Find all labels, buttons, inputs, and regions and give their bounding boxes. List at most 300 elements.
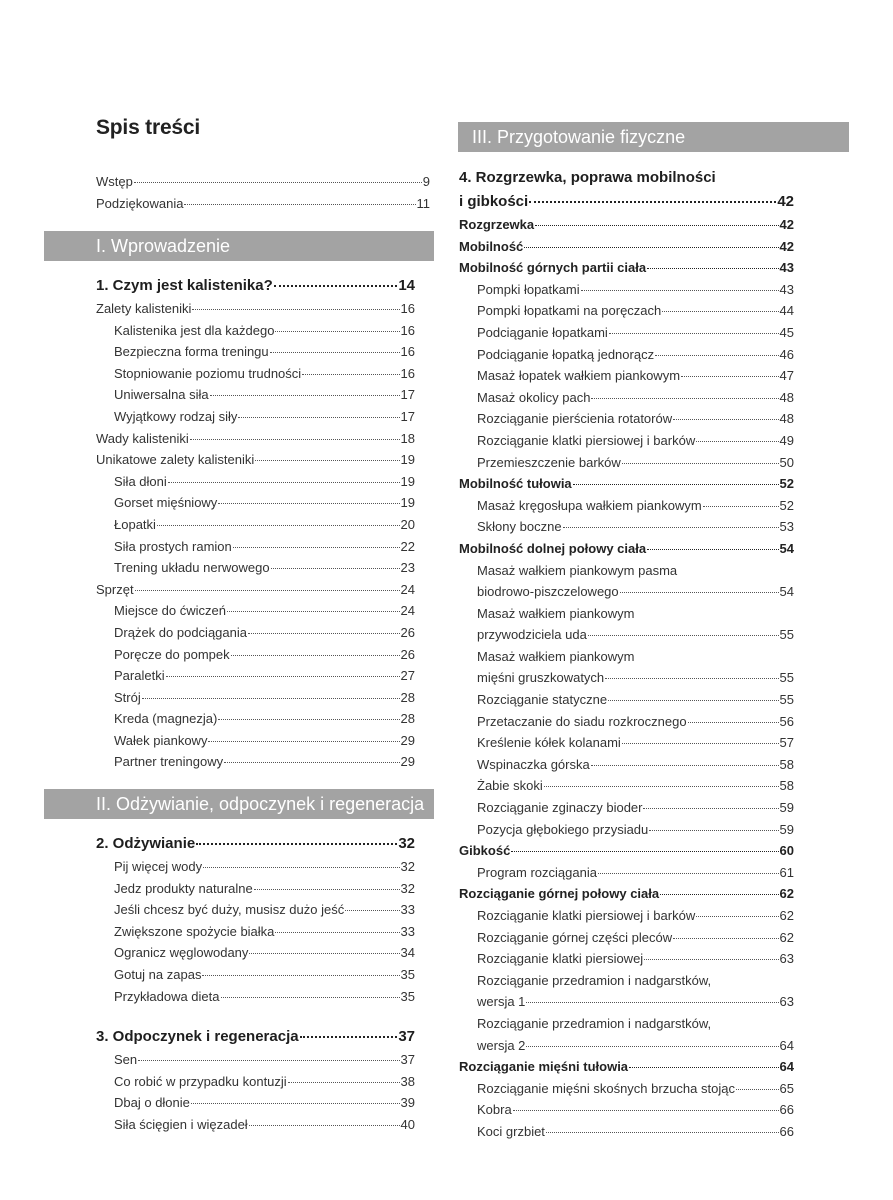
toc-entry-page: 62	[779, 929, 794, 945]
toc-entry-label: Siła prostych ramion	[114, 538, 232, 554]
toc-entry[interactable]	[96, 856, 415, 878]
toc-entry[interactable]	[96, 579, 415, 601]
toc-entry-label: Łopatki	[114, 516, 156, 532]
toc-entry[interactable]	[96, 557, 415, 579]
dot-leader	[620, 592, 779, 593]
toc-entry-label: Kobra	[477, 1102, 512, 1118]
toc-entry-page: 42	[777, 193, 794, 210]
toc-entry[interactable]	[459, 970, 794, 992]
toc-entry[interactable]	[459, 560, 794, 582]
toc-entry-page: 38	[400, 1073, 415, 1089]
dot-leader	[254, 889, 400, 890]
toc-entry-page: 35	[400, 966, 415, 982]
toc-entry-page: 49	[779, 432, 794, 448]
toc-entry-label: Kreślenie kółek kolanami	[477, 735, 621, 751]
toc-entry[interactable]	[96, 1071, 415, 1093]
toc-entry[interactable]	[96, 644, 415, 666]
dot-leader	[535, 225, 778, 226]
toc-entry-page: 43	[779, 260, 794, 276]
toc-entry[interactable]	[459, 1078, 794, 1100]
toc-entry[interactable]	[459, 689, 794, 711]
toc-entry[interactable]	[459, 365, 794, 387]
toc-entry[interactable]	[96, 536, 415, 558]
dot-leader	[581, 290, 779, 291]
toc-entry-page: 17	[400, 408, 415, 424]
dot-leader	[300, 1036, 398, 1038]
toc-entry-label: Kreda (magnezja)	[114, 711, 218, 727]
part1-toc	[96, 274, 415, 773]
toc-entry-label: 1. Czym jest kalistenika?	[96, 277, 273, 294]
toc-entry-page: 58	[779, 756, 794, 772]
dot-leader	[629, 1067, 778, 1068]
toc-entry[interactable]	[96, 964, 415, 986]
toc-entry-page: 22	[400, 538, 415, 554]
toc-entry-label: Poręcze do pompek	[114, 646, 230, 662]
toc-entry-page: 59	[779, 800, 794, 816]
page-title: Spis treści	[96, 116, 201, 139]
toc-entry-page: 34	[400, 945, 415, 961]
toc-entry-page: 46	[779, 346, 794, 362]
toc-entry[interactable]	[459, 624, 794, 646]
toc-entry-label: Masaż wałkiem piankowym	[477, 605, 635, 621]
dot-leader	[135, 590, 400, 591]
toc-entry-label: Mobilność dolnej połowy ciała	[459, 540, 647, 556]
toc-entry-page: 16	[400, 301, 415, 316]
toc-entry[interactable]	[459, 603, 794, 625]
toc-entry-page: 47	[779, 368, 794, 384]
toc-entry-label: Zwiększone spożycie białka	[114, 923, 275, 939]
toc-entry[interactable]	[96, 899, 415, 921]
toc-entry-label: Rozciąganie mięśni skośnych brzucha stojąc	[477, 1080, 735, 1096]
toc-entry-page: 26	[400, 624, 415, 640]
part-header-3: III. Przygotowanie fizyczne	[458, 122, 849, 152]
toc-entry[interactable]	[459, 1056, 794, 1078]
toc-entry-label: Rozciąganie statyczne	[477, 692, 608, 708]
toc-entry-label: Żabie skoki	[477, 778, 543, 794]
toc-entry-page: 48	[779, 389, 794, 405]
toc-entry-label: Rozgrzewka	[459, 217, 535, 232]
toc-entry[interactable]	[96, 298, 415, 320]
toc-entry[interactable]	[459, 905, 794, 927]
toc-entry-label: Rozciąganie klatki piersiowej i barków	[477, 908, 696, 923]
toc-entry-label: Przetaczanie do siadu rozkrocznego	[477, 713, 687, 729]
toc-entry[interactable]	[459, 797, 794, 819]
toc-entry[interactable]	[459, 775, 794, 797]
toc-entry-label: Wałek piankowy	[114, 732, 208, 748]
dot-leader	[249, 1125, 400, 1126]
toc-entry-label: Miejsce do ćwiczeń	[114, 603, 226, 619]
toc-entry-label: Jedz produkty naturalne	[114, 880, 253, 896]
toc-entry-page: 42	[779, 217, 794, 232]
dot-leader	[142, 698, 400, 699]
toc-entry[interactable]	[96, 665, 415, 687]
toc-entry-label: Rozciąganie górnej połowy ciała	[459, 886, 660, 902]
toc-entry-page: 29	[400, 754, 415, 770]
toc-entry-page: 55	[779, 692, 794, 708]
toc-entry-label: Podciąganie łopatkami	[477, 324, 608, 340]
toc-entry-page: 24	[400, 581, 415, 597]
dot-leader	[513, 1110, 779, 1111]
toc-entry[interactable]	[459, 300, 794, 322]
dot-leader	[524, 247, 778, 248]
dot-leader	[647, 549, 778, 550]
dot-leader	[681, 376, 779, 377]
toc-entry[interactable]	[96, 406, 415, 428]
dot-leader	[202, 975, 399, 976]
toc-entry-label: Pompki łopatkami	[477, 281, 580, 297]
dot-leader	[196, 843, 397, 845]
toc-entry[interactable]	[96, 942, 415, 964]
dot-leader	[255, 460, 399, 461]
toc-entry-page: 45	[779, 324, 794, 340]
toc-entry-page: 60	[779, 843, 794, 859]
toc-entry-label: Paraletki	[114, 668, 165, 684]
toc-entry-page: 53	[779, 519, 794, 535]
dot-leader	[573, 484, 779, 485]
toc-entry[interactable]	[96, 1025, 415, 1049]
toc-entry-page: 50	[779, 454, 794, 470]
toc-entry[interactable]	[96, 878, 415, 900]
toc-entry-label: Ogranicz węglowodany	[114, 945, 249, 961]
toc-entry[interactable]	[459, 408, 794, 430]
dot-leader	[227, 611, 400, 612]
toc-entry-page: 16	[400, 365, 415, 381]
toc-entry[interactable]	[459, 236, 794, 258]
toc-entry[interactable]	[96, 687, 415, 709]
toc-entry-page: 55	[779, 627, 794, 643]
toc-entry[interactable]: Wstęp 9	[96, 174, 430, 189]
toc-entry[interactable]	[459, 1013, 794, 1035]
toc-entry[interactable]	[459, 279, 794, 301]
toc-entry[interactable]	[96, 1049, 415, 1071]
toc-entry-label: Dbaj o dłonie	[114, 1095, 190, 1111]
toc-entry-label: Skłony boczne	[477, 519, 562, 535]
toc-entry-label: mięśni gruszkowatych	[477, 670, 605, 686]
part-header-1: I. Wprowadzenie	[44, 231, 434, 261]
toc-entry-page: 32	[400, 859, 415, 874]
toc-entry-page: 44	[779, 303, 794, 319]
dot-leader	[526, 1046, 778, 1047]
toc-entry[interactable]	[96, 492, 415, 514]
dot-leader	[191, 1103, 400, 1104]
toc-entry-label: Rozciąganie zginaczy bioder	[477, 800, 643, 816]
intro-toc	[96, 171, 430, 214]
toc-entry-label: Rozciąganie przedramion i nadgarstków,	[477, 972, 712, 988]
toc-entry[interactable]	[96, 449, 415, 471]
part3-toc	[459, 166, 794, 1143]
toc-entry-label: Podciąganie łopatką jednorącz	[477, 346, 655, 362]
toc-entry-page: 57	[779, 735, 794, 751]
toc-entry-page: 39	[400, 1095, 415, 1111]
dot-leader	[271, 568, 400, 569]
toc-entry[interactable]	[459, 538, 794, 560]
dot-leader	[609, 333, 779, 334]
toc-entry[interactable]	[96, 1092, 415, 1114]
dot-leader	[233, 547, 400, 548]
toc-entry-label: Drążek do podciągania	[114, 624, 247, 640]
toc-entry-label: Wspinaczka górska	[477, 756, 590, 772]
toc-entry[interactable]	[459, 473, 794, 495]
dot-leader	[208, 741, 399, 742]
toc-entry-page: 32	[398, 835, 415, 852]
toc-entry[interactable]	[96, 320, 415, 342]
dot-leader	[673, 419, 778, 420]
toc-entry-label: Sprzęt	[96, 581, 134, 597]
toc-entry-label: Przykładowa dieta	[114, 988, 220, 1004]
dot-leader	[275, 932, 399, 933]
toc-entry-label: Kalistenika jest dla każdego	[114, 322, 275, 338]
toc-entry[interactable]	[459, 344, 794, 366]
toc-entry-page: 54	[779, 584, 794, 600]
toc-entry[interactable]	[96, 363, 415, 385]
toc-entry[interactable]	[459, 1121, 794, 1143]
toc-entry[interactable]	[96, 341, 415, 363]
part2-toc	[96, 832, 415, 1136]
dot-leader	[736, 1089, 779, 1090]
toc-entry-label: Program rozciągania	[477, 864, 597, 880]
dot-leader	[275, 331, 399, 332]
toc-entry-page: 64	[779, 1059, 794, 1075]
toc-entry-label: Masaż kręgosłupa wałkiem piankowym	[477, 497, 702, 513]
toc-entry[interactable]	[96, 428, 415, 450]
toc-entry[interactable]	[96, 751, 415, 773]
toc-entry-label: Wady kalisteniki	[96, 430, 189, 446]
toc-entry[interactable]	[459, 322, 794, 344]
toc-entry[interactable]	[96, 921, 415, 943]
dot-leader	[660, 894, 778, 895]
dot-leader	[647, 268, 778, 269]
dot-leader	[231, 655, 400, 656]
toc-entry[interactable]	[96, 471, 415, 493]
toc-entry[interactable]	[459, 581, 794, 603]
dot-leader	[696, 916, 778, 917]
dot-leader	[649, 830, 778, 831]
toc-entry-page: 65	[779, 1080, 794, 1096]
toc-entry[interactable]	[96, 832, 415, 856]
chapter-heading-line1[interactable]: 4. Rozgrzewka, poprawa mobilności	[459, 169, 716, 186]
toc-entry-page: 64	[779, 1037, 794, 1053]
dot-leader	[168, 482, 400, 483]
toc-entry-page: 19	[400, 495, 415, 511]
toc-entry-label: Gorset mięśniowy	[114, 495, 218, 511]
dot-leader	[210, 395, 400, 396]
toc-entry-page: 37	[398, 1028, 415, 1046]
toc-entry[interactable]	[459, 667, 794, 689]
toc-entry-label: Siła dłoni	[114, 473, 167, 489]
toc-entry-label: Przemieszczenie barków	[477, 454, 621, 470]
toc-entry[interactable]	[459, 711, 794, 733]
toc-entry-label: Rozciąganie przedramion i nadgarstków,	[477, 1015, 712, 1031]
toc-entry-label: Siła ścięgien i więzadeł	[114, 1116, 248, 1132]
toc-entry[interactable]	[459, 387, 794, 409]
toc-entry[interactable]	[96, 622, 415, 644]
part-header-2: II. Odżywianie, odpoczynek i regeneracja	[44, 789, 434, 819]
dot-leader	[608, 700, 778, 701]
toc-entry[interactable]	[96, 730, 415, 752]
toc-entry[interactable]	[459, 430, 794, 452]
toc-entry-label: Mobilność tułowia	[459, 476, 572, 492]
dot-leader	[643, 808, 778, 809]
toc-entry[interactable]	[459, 646, 794, 668]
toc-entry[interactable]	[459, 819, 794, 841]
dot-leader	[591, 765, 779, 766]
toc-entry-page: 66	[779, 1102, 794, 1118]
toc-entry[interactable]	[459, 190, 794, 214]
toc-entry-label: Co robić w przypadku kontuzji	[114, 1073, 287, 1089]
dot-leader	[588, 635, 779, 636]
toc-entry-page: 62	[779, 908, 794, 923]
dot-leader	[622, 743, 779, 744]
toc-entry-page: 33	[400, 923, 415, 939]
dot-leader	[546, 1132, 779, 1133]
toc-entry-label: Sen	[114, 1052, 138, 1068]
toc-entry-label: Masaż wałkiem piankowym	[477, 648, 635, 664]
toc-entry-page: 23	[400, 560, 415, 576]
toc-entry-page: 56	[779, 713, 794, 729]
toc-entry[interactable]	[96, 1114, 415, 1136]
toc-entry-label: Uniwersalna siła	[114, 387, 209, 403]
toc-entry-label: Rozciąganie klatki piersiowej i barków	[477, 432, 696, 448]
toc-entry-page: 29	[400, 732, 415, 748]
dot-leader	[511, 851, 778, 852]
dot-leader	[605, 678, 778, 679]
toc-entry[interactable]	[459, 754, 794, 776]
dot-leader	[238, 417, 399, 418]
toc-entry-label: Stopniowanie poziomu trudności	[114, 365, 302, 381]
toc-entry-page: 32	[400, 880, 415, 896]
dot-leader	[157, 525, 400, 526]
toc-entry-label: Masaż łopatek wałkiem piankowym	[477, 368, 681, 384]
toc-entry-label: i gibkości	[459, 193, 529, 210]
toc-entry[interactable]: Podziękowania 11	[96, 195, 430, 211]
toc-entry-label: Wyjątkowy rodzaj siły	[114, 408, 238, 424]
toc-entry-page: 63	[779, 994, 794, 1010]
toc-entry[interactable]	[96, 384, 415, 406]
toc-entry[interactable]	[459, 257, 794, 279]
toc-entry[interactable]	[459, 1099, 794, 1121]
dot-leader	[622, 463, 779, 464]
toc-entry-page: 17	[400, 387, 415, 403]
toc-entry[interactable]	[459, 927, 794, 949]
toc-entry-page: 19	[400, 473, 415, 489]
toc-entry-label: Partner treningowy	[114, 754, 224, 770]
toc-entry[interactable]	[96, 600, 415, 622]
toc-entry-page: 48	[779, 411, 794, 427]
toc-entry[interactable]	[459, 991, 794, 1013]
toc-entry[interactable]	[459, 516, 794, 538]
toc-entry-label: przywodziciela uda	[477, 627, 587, 643]
toc-entry-page: 28	[400, 689, 415, 705]
toc-entry-label: Mobilność górnych partii ciała	[459, 260, 647, 276]
dot-leader	[662, 311, 778, 312]
dot-leader	[270, 352, 400, 353]
toc-entry-page: 59	[779, 821, 794, 837]
dot-leader	[248, 633, 400, 634]
toc-entry-label: Rozciąganie mięśni tułowia	[459, 1059, 629, 1075]
toc-entry-page: 16	[400, 344, 415, 360]
dot-leader	[655, 355, 778, 356]
toc-entry[interactable]	[459, 214, 794, 236]
toc-entry-page: 66	[779, 1123, 794, 1139]
toc-entry-page: 26	[400, 646, 415, 662]
dot-leader	[644, 959, 778, 960]
toc-entry-label: 3. Odpoczynek i regeneracja	[96, 1028, 299, 1046]
dot-leader	[138, 1060, 399, 1061]
toc-entry-page: 24	[400, 603, 415, 619]
toc-entry[interactable]	[459, 495, 794, 517]
dot-leader	[203, 867, 399, 868]
dot-leader	[249, 953, 399, 954]
toc-entry[interactable]	[96, 986, 415, 1008]
toc-entry-label: Rozciąganie klatki piersiowej	[477, 951, 644, 967]
toc-entry-label: Trening układu nerwowego	[114, 560, 270, 576]
toc-entry-page: 63	[779, 951, 794, 967]
toc-entry[interactable]	[459, 452, 794, 474]
toc-entry-label: Unikatowe zalety kalisteniki	[96, 452, 255, 468]
toc-entry-label: Mobilność	[459, 238, 524, 254]
toc-entry-label: Pij więcej wody	[114, 859, 203, 874]
toc-entry-label: Rozciąganie pierścienia rotatorów	[477, 411, 673, 427]
toc-entry-page: 54	[779, 540, 794, 556]
toc-entry-page: 62	[779, 886, 794, 902]
toc-entry-label: Bezpieczna forma treningu	[114, 344, 269, 360]
toc-entry-label: Strój	[114, 689, 141, 705]
toc-entry-page: 43	[779, 281, 794, 297]
dot-leader	[526, 1002, 778, 1003]
toc-entry-label: Masaż wałkiem piankowym pasma	[477, 562, 678, 578]
toc-entry[interactable]	[96, 708, 415, 730]
dot-leader	[218, 719, 399, 720]
toc-entry-page: 18	[400, 430, 415, 446]
toc-entry-page: 28	[400, 711, 415, 727]
toc-entry-label: biodrowo-piszczelowego	[477, 584, 619, 600]
toc-entry[interactable]	[96, 274, 415, 298]
dot-leader	[302, 374, 399, 375]
dot-leader	[703, 506, 779, 507]
toc-entry[interactable]	[459, 948, 794, 970]
toc-entry[interactable]	[459, 883, 794, 905]
toc-entry-page: 55	[779, 670, 794, 686]
toc-entry-label: Masaż okolicy pach	[477, 389, 591, 405]
dot-leader	[192, 309, 399, 310]
toc-entry-page: 61	[779, 864, 794, 880]
toc-entry-page: 52	[779, 497, 794, 513]
dot-leader	[673, 938, 778, 939]
toc-entry-label: Pozycja głębokiego przysiadu	[477, 821, 649, 837]
toc-entry-page: 20	[400, 516, 415, 532]
toc-entry[interactable]	[459, 840, 794, 862]
dot-leader	[288, 1082, 400, 1083]
spacer	[96, 1007, 415, 1025]
toc-entry-page: 40	[400, 1116, 415, 1132]
toc-entry-page: 14	[398, 277, 415, 294]
toc-entry-label: Zalety kalisteniki	[96, 301, 192, 316]
toc-entry-label: Pompki łopatkami na poręczach	[477, 303, 662, 319]
dot-leader	[544, 786, 779, 787]
toc-entry[interactable]	[96, 514, 415, 536]
dot-leader	[591, 398, 778, 399]
toc-entry[interactable]	[459, 862, 794, 884]
dot-leader	[166, 676, 400, 677]
toc-entry-page: 52	[779, 476, 794, 492]
toc-entry-label: wersja 2	[477, 1037, 526, 1053]
dot-leader	[274, 285, 398, 287]
toc-entry[interactable]	[459, 1035, 794, 1057]
dot-leader	[598, 873, 779, 874]
toc-entry-label: Rozciąganie górnej części pleców	[477, 929, 673, 945]
dot-leader	[696, 441, 778, 442]
toc-entry[interactable]	[459, 732, 794, 754]
